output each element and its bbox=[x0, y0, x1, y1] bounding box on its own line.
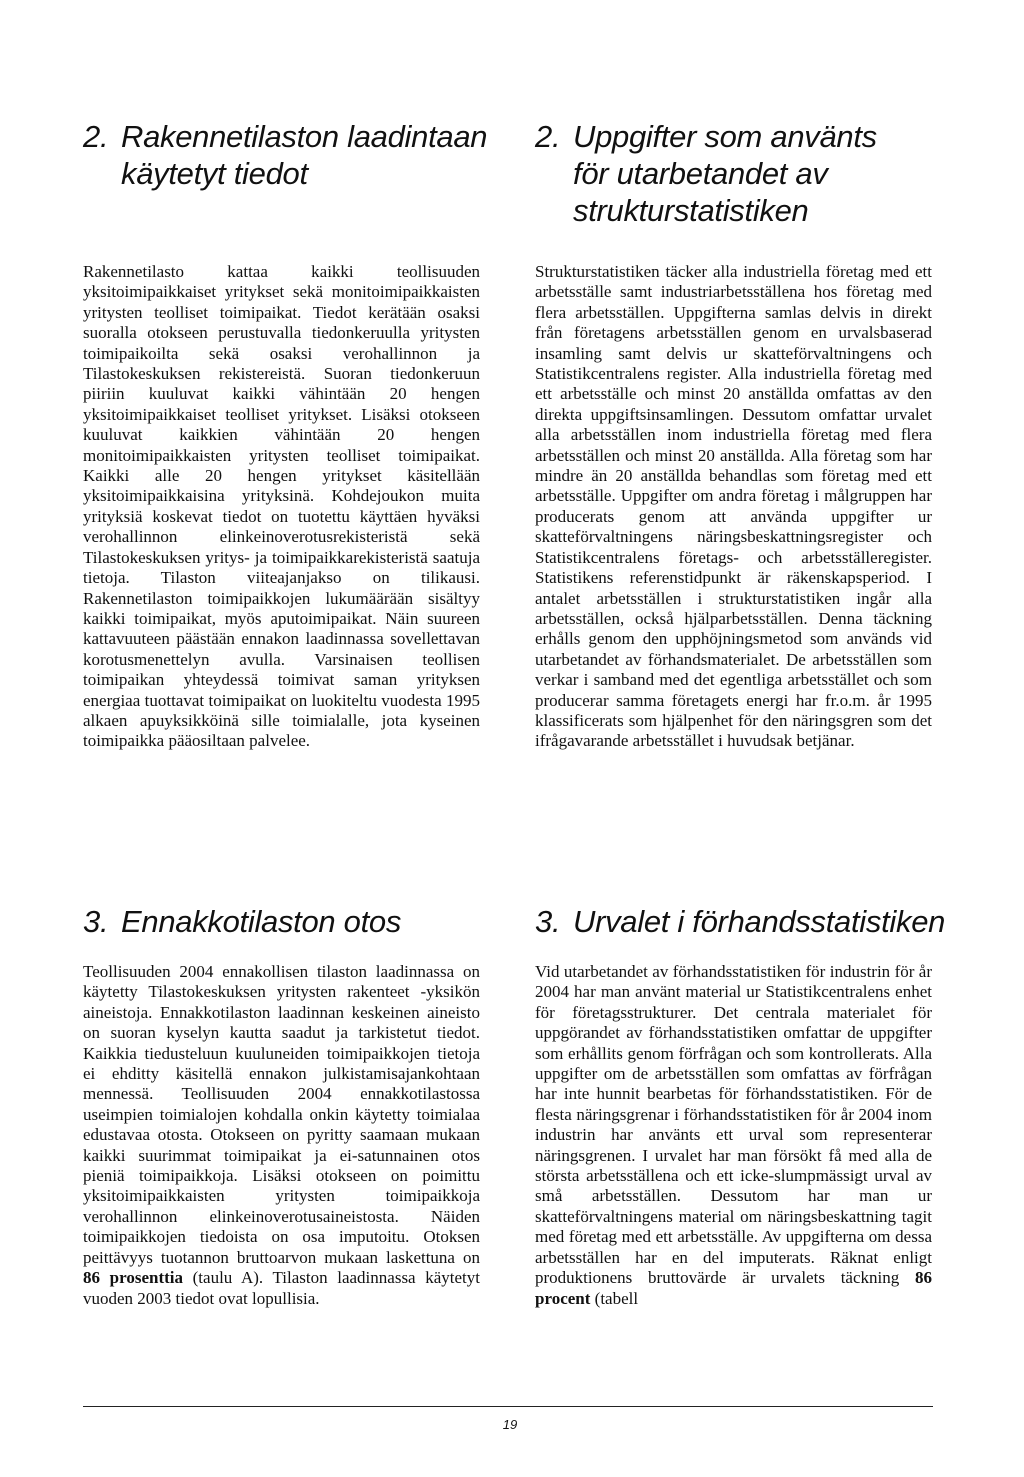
left-section3-text-after: (taulu A). Tilaston laadinnassa käytetyt vuoden 2003 tiedot ovat lopullisia. bbox=[83, 1268, 480, 1308]
left-section3-text-before: Teollisuuden 2004 ennakollisen tilaston laadinnassa on käytetty Tilastokeskuksen yritysten rakenteet -yksikön aineistoja. Ennakkotilaston laadinnan keskeinen aineisto on suoran kyselyn kautta saadut ja tarkistetut tiedot. Kaikkia tiedusteluun kuuluneiden toimipaikkojen tietoja ei ehditty käsitellä ennakon julkistamisajankohtaan mennessä. Teollisuuden 2004 ennakkotilastossa useimpien toimialojen kohdalla onkin käytetty toimialaa edustavaa otosta. Otokseen on pyritty saamaan mukaan kaikki suurimmat toimipaikat ja ei-satunnainen otos pieniä toimipaikkoja. Lisäksi otokseen on poimittu yksitoimipaikkaisten yritysten toimipaikkoja verohallinnon elinkeinoverotusaineistosta. Näiden toimipaikkojen tiedoista on osa imputoitu. Otoksen peittävyys tuotannon bruttoarvon mukaan laskettuna on bbox=[83, 962, 480, 1267]
right-section3-text-after: (tabell bbox=[590, 1288, 639, 1308]
right-section2-title-line2: för utarbetandet av bbox=[573, 156, 828, 191]
right-section3-number: 3. bbox=[535, 904, 561, 939]
right-section2-paragraph: Strukturstatistiken täcker alla industriella företag med ett arbetsställe samt industriarbetsställena hos företag med flera arbetsställen. Uppgifterna samlas delvis in direkt från företagens arbetsställen genom en urvalsbaserad insamling samt delvis ur skatteförvaltningens och Statistikcentralens register. Alla industriella företag med ett arbetsställe och minst 20 anställda omfattas av den direkta uppgiftsinsamlingen. Dessutom omfattar urvalet alla arbetsställen inom industriella företag med flera arbetsställen och minst 20 anställda. Alla företag som har mindre än 20 anställda behandlas som företag med ett arbetsställe. Uppgifter om andra företag i målgruppen har producerats genom att använda uppgifter ur skatteförvaltningens näringsbeskattningsregister och Statistikcentralens företags- och arbetsställeregister. Statistikens referenstidpunkt är räkenskapsperiod. I antalet arbetsställen i strukturstatistiken ingår alla arbetsställen, också hjälparbetsställen. Denna täckning erhålls genom den upphöjningsmetod som används vid utarbetandet av förhandsmaterialet. De arbetsställen som verkar i samband med det egentliga arbetsstället och som producerar samma företagets energi har fr.o.m. år 1995 klassificerats som hjälpenhet för den näringsgren som det ifrågavarande arbetsstället i huvudsak betjänar. bbox=[535, 262, 932, 751]
right-section2-title-line1: Uppgifter som använts bbox=[573, 119, 877, 154]
right-section3-heading bbox=[535, 903, 975, 940]
right-section2-title-line3: strukturstatistiken bbox=[573, 193, 809, 228]
page-number: 19 bbox=[502, 1417, 518, 1432]
left-section2-number: 2. bbox=[83, 119, 109, 154]
left-section3-number: 3. bbox=[83, 904, 109, 939]
left-section2-title-line1: Rakennetilaston laadintaan bbox=[121, 119, 488, 154]
right-section3-coverage-figure: 86 procent bbox=[535, 1268, 932, 1308]
left-section3-heading bbox=[83, 903, 503, 940]
right-section3-text-before: Vid utarbetandet av förhandsstatistiken för industrin för år 2004 har man använt material ur Statistikcentralens enhet för företagsstrukturer. Det centrala materialet för uppgörandet av förhandsstatistiken omfattar de uppgifter som erhållits genom förfrågan och som kontrollerats. Alla uppgifter om de arbetsställen som omfattas av förfrågan har inte hunnit bearbetas för förhandsstatistiken. För de flesta näringsgrenar i förhandsstatistiken för år 2004 inom industrin har använts ett urval som representerar näringsgrenen. I urvalet har man försökt få med alla de största arbetsställena och ett icke-slumpmässigt urval av små arbetsställen. Dessutom har man ur skatteförvaltningens material om näringsbeskattning tagit med företag med ett arbetsställe. Av uppgifterna om dessa arbetsställen har en del imputerats. Räknat enligt produktionens bruttovärde är urvalets täckning bbox=[535, 962, 932, 1288]
left-section2-heading bbox=[83, 118, 503, 192]
right-section3-title: Urvalet i förhandsstatistiken bbox=[573, 904, 946, 939]
footer-divider bbox=[83, 1406, 933, 1407]
right-section3-paragraph bbox=[535, 962, 932, 1309]
left-section2-title-line2: käytetyt tiedot bbox=[121, 156, 308, 191]
right-section2-number: 2. bbox=[535, 119, 561, 154]
left-section3-coverage-figure: 86 prosenttia bbox=[83, 1268, 183, 1288]
left-section2-paragraph: Rakennetilasto kattaa kaikki teollisuuden yksitoimipaikkaiset yritykset sekä monitoimipaikkaisten yritysten teolliset toimipaikat. Tiedot kerätään osaksi suoralla otokseen perustuvalla tiedonkeruulla yritysten toimipaikoilta sekä osaksi verohallinnon ja Tilastokeskuksen rekistereistä. Suoran tiedonkeruun piiriin kuuluvat kaikki vähintään 20 hengen yksitoimipaikkaiset teolliset yritykset. Lisäksi otokseen kuuluvat kaikkien vähintään 20 hengen monitoimipaikkaisten yritysten teolliset toimipaikat. Kaikki alle 20 hengen yritykset käsitellään yksitoimipaikkaisina yrityksinä. Kohdejoukon muita yrityksiä koskevat tiedot on tuotettu käyttäen hyväksi verohallinnon elinkeinoverotusrekisteristä sekä Tilastokeskuksen yritys- ja toimipaikkarekisteristä saatuja tietoja. Tilaston viiteajanjakso on tilikausi. Rakennetilaston toimipaikkojen lukumäärään sisältyy kaikki toimipaikat, myös aputoimipaikat. Näin suureen kattavuuteen päästään ennakon laadinnassa sovellettavan korotusmenettelyn avulla. Varsinaisen teollisen toimipaikan yhteydessä toimivat saman yrityksen energiaa tuottavat toimipaikat on luokiteltu vuodesta 1995 alkaen apuyksikköinä sille toimialalle, jota kyseinen toimipaikka pääosiltaan palvelee. bbox=[83, 262, 480, 751]
left-section3-title: Ennakkotilaston otos bbox=[121, 904, 402, 939]
right-section2-heading bbox=[535, 118, 975, 229]
left-section3-paragraph bbox=[83, 962, 480, 1309]
